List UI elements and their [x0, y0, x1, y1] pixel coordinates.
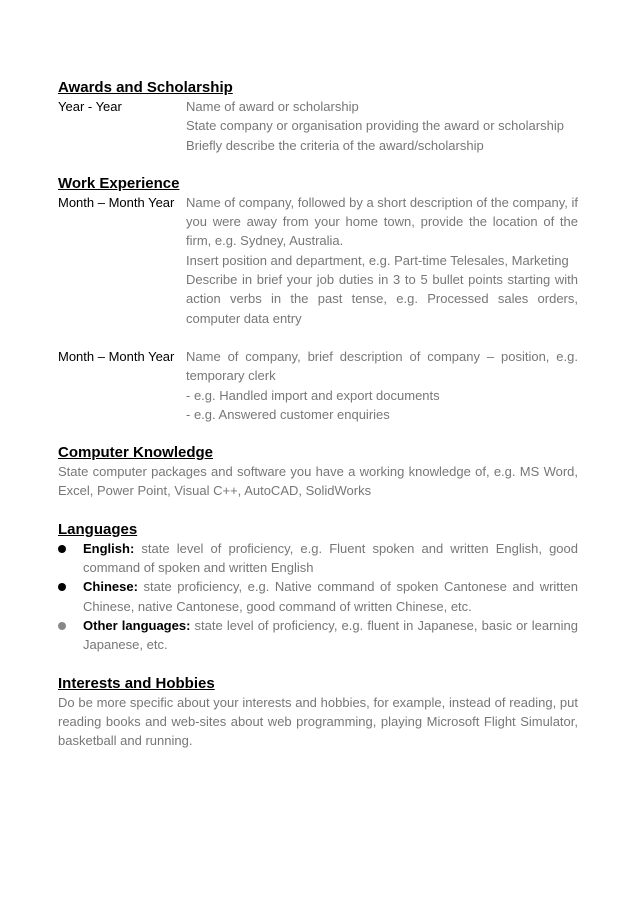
interests-text: Do be more specific about your interests and hobbies, for example, instead of reading, put reading books and web-sites about web programming, playing Microsoft Flight Simulator, basketball and running. — [58, 694, 578, 749]
resume-content — [58, 78, 578, 750]
work-line: Name of company, brief description of company – position, e.g. temporary clerk — [186, 348, 578, 384]
work-date: Month – Month Year — [58, 194, 175, 210]
work-line: Name of company, followed by a short description of the company, if you were away from your home town, provide the location of the firm, e.g. Sydney, Australia. — [186, 194, 578, 249]
interests-title: Interests and Hobbies — [58, 674, 215, 692]
language-label: Other languages: — [83, 617, 191, 633]
work-description — [186, 193, 578, 328]
awards-line: State company or organisation providing the award or scholarship — [186, 118, 564, 134]
work-title: Work Experience — [58, 174, 180, 192]
language-text: state level of proficiency, e.g. fluent in Japanese, basic or learning Japanese, etc. — [83, 617, 578, 653]
work-entry — [58, 347, 578, 424]
work-entry — [58, 193, 578, 328]
awards-title: Awards and Scholarship — [58, 79, 233, 96]
language-item — [58, 577, 578, 616]
language-item — [58, 616, 578, 655]
work-line: Describe in brief your job duties in 3 to 5 bullet points starting with action verbs in the past tense, e.g. Processed sales orders, computer data entry — [186, 272, 578, 326]
work-line: - e.g. Answered customer enquiries — [186, 406, 390, 422]
language-text: state proficiency, e.g. Native command of spoken Cantonese and written Chinese, native Cantonese, good command of written Chinese, etc. — [83, 579, 578, 614]
work-section — [58, 174, 578, 424]
languages-section — [58, 520, 578, 655]
awards-line: Briefly describe the criteria of the award/scholarship — [186, 137, 484, 153]
language-label: Chinese: — [83, 579, 138, 595]
language-label: English: — [83, 540, 135, 556]
work-date: Month – Month Year — [58, 348, 175, 364]
awards-entry — [58, 97, 578, 155]
interests-section — [58, 674, 578, 751]
language-item — [58, 539, 578, 578]
languages-list — [58, 539, 578, 655]
work-description — [186, 347, 578, 424]
language-text: state level of proficiency, e.g. Fluent spoken and written English, good command of spoken and written English — [83, 540, 578, 576]
computer-title: Computer Knowledge — [58, 444, 214, 462]
awards-description — [186, 97, 578, 155]
computer-section — [58, 443, 578, 501]
awards-date: Year - Year — [58, 99, 122, 114]
languages-title: Languages — [58, 520, 138, 538]
bullet-icon — [58, 545, 66, 553]
bullet-icon — [58, 583, 66, 591]
awards-section — [58, 78, 578, 155]
bullet-icon — [58, 622, 66, 630]
awards-line: Name of award or scholarship — [186, 99, 359, 114]
work-line: - e.g. Handled import and export documents — [186, 387, 440, 403]
computer-text: State computer packages and software you have a working knowledge of, e.g. MS Word, Excel, Power Point, Visual C++, AutoCAD, SolidWorks — [58, 464, 578, 499]
work-line: Insert position and department, e.g. Part-time Telesales, Marketing — [186, 252, 569, 268]
